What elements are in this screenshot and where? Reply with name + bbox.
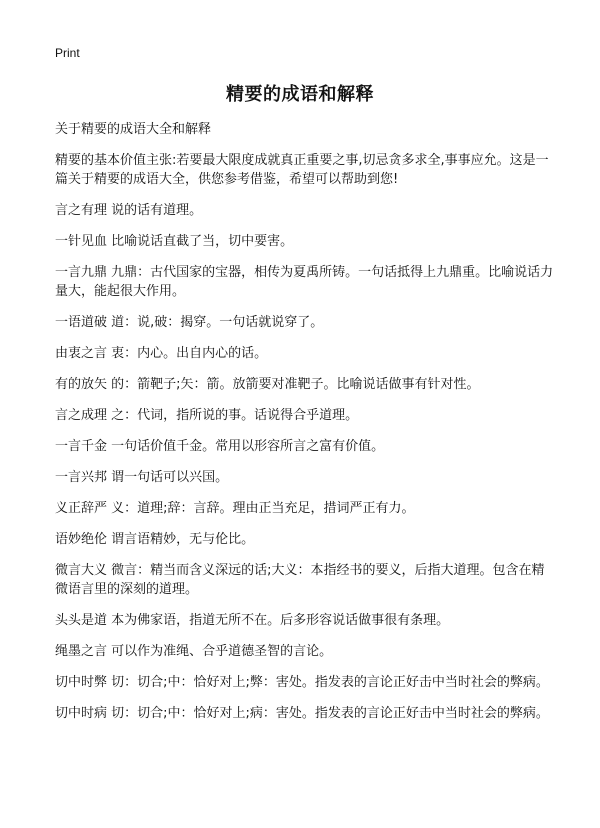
idiom-entry: 头头是道 本为佛家语，指道无所不在。后多形容说话做事很有条理。 xyxy=(55,613,450,628)
intro-paragraph: 精要的基本价值主张:若要最大限度成就真正重要之事,切忌贪多求全,事事应允。这是一篇关于精要的成语大全，供您参考借鉴，希望可以帮助到您! xyxy=(55,153,549,187)
idiom-entry: 一言千金 一句话价值千金。常用以形容所言之富有价值。 xyxy=(55,439,385,454)
idiom-entry: 微言大义 微言：精当而含义深远的话;大义：本指经书的要义，后指大道理。包含在精微语言里的深刻的道理。 xyxy=(55,563,545,597)
document-body xyxy=(55,120,555,735)
idiom-entry: 有的放矢 的：箭靶子;矢：箭。放箭要对准靶子。比喻说话做事有针对性。 xyxy=(55,377,480,392)
idiom-entry: 由衷之言 衷：内心。出自内心的话。 xyxy=(55,346,268,361)
idiom-entry: 语妙绝伦 谓言语精妙，无与伦比。 xyxy=(55,532,255,547)
print-link[interactable]: Print xyxy=(55,46,80,60)
idiom-entry: 一言兴邦 谓一句话可以兴国。 xyxy=(55,470,229,485)
idiom-entry: 义正辞严 义：道理;辞：言辞。理由正当充足，措词严正有力。 xyxy=(55,501,415,516)
idiom-entry: 一言九鼎 九鼎：古代国家的宝器，相传为夏禹所铸。一句话抵得上九鼎重。比喻说话力量大，能起很大作用。 xyxy=(55,265,554,299)
idiom-entry: 切中时病 切：切合;中：恰好对上;病：害处。指发表的言论正好击中当时社会的弊病。 xyxy=(55,706,549,721)
idiom-entry: 绳墨之言 可以作为准绳、合乎道德圣智的言论。 xyxy=(55,644,333,659)
idiom-entry: 言之成理 之：代词，指所说的事。话说得合乎道理。 xyxy=(55,408,359,423)
idiom-entry: 一语道破 道：说,破：揭穿。一句话就说穿了。 xyxy=(55,315,324,330)
idiom-entry: 一针见血 比喻说话直截了当，切中要害。 xyxy=(55,234,294,249)
document-title: 精要的成语和解释 xyxy=(226,84,374,105)
idiom-entry: 言之有理 说的话有道理。 xyxy=(55,203,203,218)
document-subtitle: 关于精要的成语大全和解释 xyxy=(55,122,212,137)
idiom-entry: 切中时弊 切：切合;中：恰好对上;弊：害处。指发表的言论正好击中当时社会的弊病。 xyxy=(55,675,549,690)
